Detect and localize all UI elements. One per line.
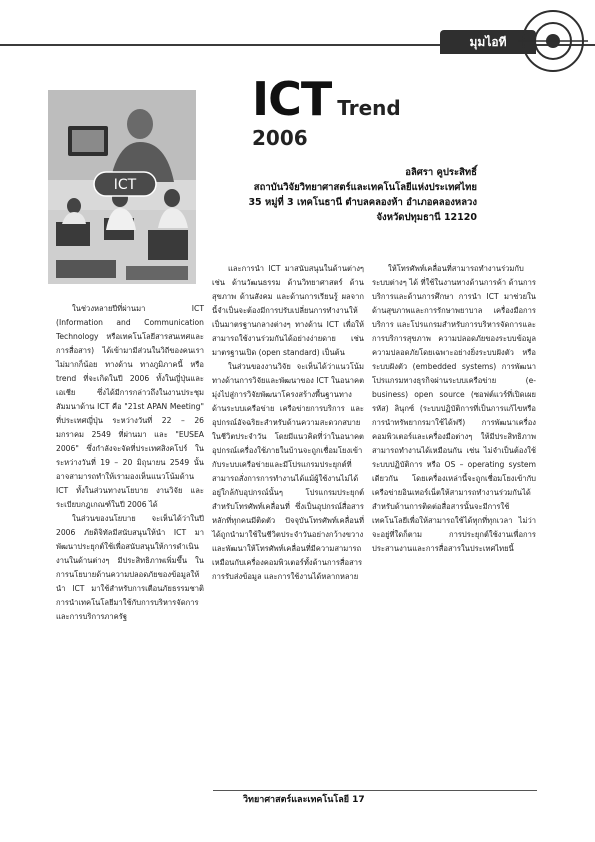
column-2: [212, 262, 364, 807]
author-block: [197, 165, 477, 225]
paragraph: ในส่วนของนโยบาย จะเห็นได้ว่าในปี 2006 ภัยดิจิทัลมีสนับสนุนให้นำ ICT มาพัฒนาประยุกต์ใช้เพื่อสนับสนุนให้การดำเนินงานในด้านต่างๆ มีประสิทธิภาพเพิ่มขึ้น ในการนโยบายด้านความปลอดภัยของข้อมูลให้นำ ICT มาใช้สำหรับการเตือนภัยธรรมชาติ การนำเทคโนโลยีมาใช้กับการบริหารจัดการและการบริการภาครัฐ: [56, 514, 204, 621]
column-1: [56, 302, 204, 807]
footer-rule: [213, 790, 537, 791]
author-address-1: 35 หมู่ที่ 3 เทคโนธานี ตำบลคลองห้า อำเภอคลองหลวง: [248, 197, 477, 208]
article-title: [252, 72, 452, 150]
paragraph: ในช่วงหลายปีที่ผ่านมา ICT (Information and Communication Technology หรือเทคโนโลยีสารสนเทศและการสื่อสาร) ได้เข้ามามีส่วนในวิถีของคนเราไม่มากก็น้อย ทางด้าน ทางภูมิภาคนี้ หรือ trend ที่จะเกิดในปี 2006 ทั้งในญี่ปุ่นและเอเชีย ซึ่งได้มีการกล่าวถึงในงานประชุมสัมมนาด้าน ICT คือ "21st APAN Meeting" ที่ประเทศญี่ปุ่น ระหว่างวันที่ 22 – 26 มกราคม 2549 ที่ผ่านมา และ "EUSEA 2006" ซึ่งกำลังจะจัดที่ประเทศสิงคโปร์ ในระหว่างวันที่ 19 – 20 มิถุนายน 2549 นั้น อาจสามารถทำให้เรามองเห็นแนวโน้มด้าน ICT ทั้งในส่วนทางนโยบาย งานวิจัย และระเบียบกฎเกณฑ์ในปี 2006 ได้: [56, 304, 204, 509]
paragraph: ในส่วนของงานวิจัย จะเห็นได้ว่าแนวโน้มทางด้านการวิจัยและพัฒนาของ ICT ในอนาคตมุ่งไปสู่การวิจัยพัฒนาโครงสร้างพื้นฐานทางด้านระบบเครือข่าย เครือข่ายการบริการ และอุปกรณ์อัจฉริยะสำหรับด้านความสะดวกสบายในชีวิตประจำวัน โดยมีแนวคิดที่ว่าในอนาคตอุปกรณ์เครื่องใช้ภายในบ้านจะถูกเชื่อมโยงเข้ากับระบบเครือข่ายและมีโปรแกรมประยุกต์ที่สามารถสั่งการการทำงานได้แม้ผู้ใช้งานไม่ได้อยู่ใกล้กับอุปกรณ์นั้นๆ โปรแกรมประยุกต์สำหรับโทรศัพท์เคลื่อนที่ ซึ่งเป็นอุปกรณ์สื่อสารหลักที่ทุกคนมีติดตัว ปัจจุบันโทรศัพท์เคลื่อนที่ได้ถูกนำมาใช้ในชีวิตประจำวันอย่างกว้างขวางและพัฒนาให้โทรศัพท์เคลื่อนที่มีความสามารถเหมือนกับเครื่องคอมพิวเตอร์ทั้งด้านการสื่อสาร การรับส่งข้อมูล และการใช้งานได้หลากหลาย: [212, 362, 364, 581]
decorative-circles-icon: [518, 6, 588, 76]
title-main: ICT: [252, 72, 332, 126]
title-sub: Trend 2006: [252, 96, 401, 150]
paragraph: และการนำ ICT มาสนับสนุนในด้านต่างๆ เช่น ด้านวัฒนธรรม ด้านวิทยาศาสตร์ ด้านสุขภาพ ด้านสังคม และด้านการเรียนรู้ ผลจากนี้จำเป็นจะต้องมีการปรับเปลี่ยนการทำงานให้เป็นมาตรฐานกลางต่างๆ ทางด้าน ICT เพื่อให้สามารถใช้งานร่วมกันได้อย่างง่ายดาย เช่น มาตรฐานเปิด (open standard) เป็นต้น: [212, 264, 364, 357]
author-address-2: จังหวัดปทุมธานี 12120: [376, 212, 477, 223]
column-3: [372, 262, 536, 807]
author-org: สถาบันวิจัยวิทยาศาสตร์และเทคโนโลยีแห่งประเทศไทย: [253, 182, 477, 193]
photo-label: ICT: [113, 177, 137, 193]
page-footer: วิทยาศาสตร์และเทคโนโลยี 17: [243, 795, 365, 805]
section-tab: มุมไอที: [440, 30, 536, 54]
classroom-photo: [48, 90, 196, 284]
paragraph: ให้โทรศัพท์เคลื่อนที่สามารถทำงานร่วมกับระบบต่างๆ ได้ ที่ใช้ในงานทางด้านการค้า ด้านการบริการและด้านการศึกษา การนำ ICT มาช่วยในด้านสุขภาพและการรักษาพยาบาล เครื่องมือการบริการ และโปรแกรมสำหรับการบริหารจัดการและการบริการสุขภาพ ความปลอดภัยของระบบข้อมูลความปลอดภัยโดยเฉพาะอย่างยิ่งระบบฝังตัว หรือระบบฝังตัว (embedded systems) การพัฒนาโปรแกรมทางธุรกิจผ่านระบบเครือข่าย (e-business) open source (ซอฟต์แวร์ที่เปิดเผยรหัส) ลินุกซ์ (ระบบปฏิบัติการที่เป็นการแก้ไขหรือการนำทรัพยากรมาใช้ได้ฟรี) การพัฒนาเครื่องคอมพิวเตอร์และเครื่องมือต่างๆ ให้มีประสิทธิภาพ สามารถทำงานได้เหมือนกัน เช่น ไม่จำเป็นต้องใช้ระบบปฏิบัติการ หรือ OS – operating system เดียวกัน โดยเครื่องเหล่านี้จะถูกเชื่อมโยงเข้ากับเครือข่ายอินเทอร์เน็ตให้สามารถทำงานร่วมกันได้ สำหรับด้านการติดต่อสื่อสารนั้นจะมีการใช้เทคโนโลยีเพื่อให้สามารถใช้ได้ทุกที่ทุกเวลา ไม่ว่าจะอยู่ที่ใดก็ตาม การประยุกต์ใช้งานเพื่อการประสานงานและการสื่อสารในประเทศไทยนี้: [372, 264, 536, 553]
author-name: อลิศรา คูประสิทธิ์: [405, 167, 477, 178]
